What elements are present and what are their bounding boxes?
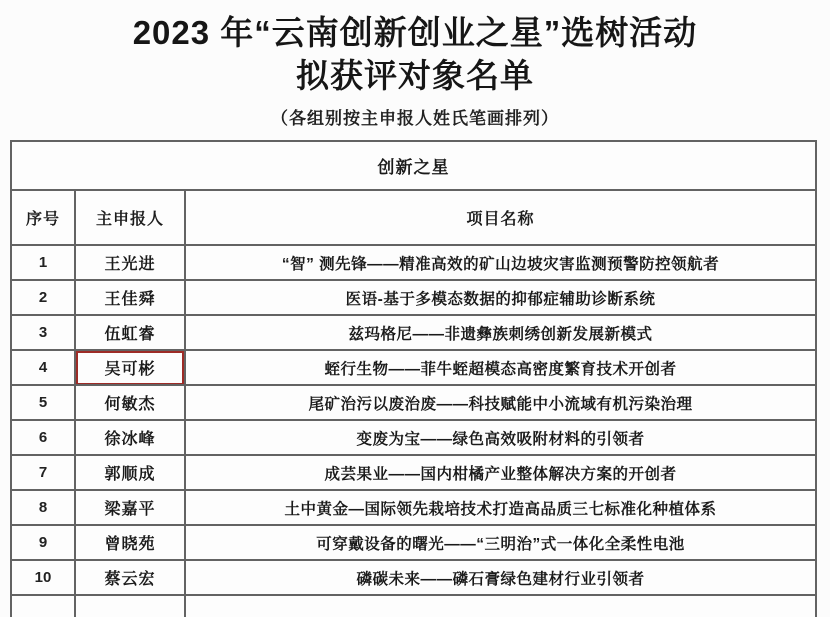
col-header-name: 主申报人 bbox=[75, 190, 185, 245]
table-row bbox=[11, 420, 816, 455]
cell-no: 5 bbox=[11, 385, 75, 420]
cell-no: 9 bbox=[11, 525, 75, 560]
cell-project: 可穿戴设备的曙光——“三明治”式一体化全柔性电池 bbox=[185, 525, 816, 560]
column-header-row bbox=[11, 190, 816, 245]
cell-name: 蔡云宏 bbox=[75, 560, 185, 595]
table-row bbox=[11, 490, 816, 525]
cell-name: 王光进 bbox=[75, 245, 185, 280]
awards-table bbox=[10, 140, 817, 617]
cell-project: “智” 测先锋——精准高效的矿山边坡灾害监测预警防控领航者 bbox=[185, 245, 816, 280]
col-header-no: 序号 bbox=[11, 190, 75, 245]
cell-project: 磷碳未来——磷石膏绿色建材行业引领者 bbox=[185, 560, 816, 595]
cell-project: 尾矿治污以废治废——科技赋能中小流域有机污染治理 bbox=[185, 385, 816, 420]
cell-no bbox=[11, 595, 75, 617]
cell-name: 梁嘉平 bbox=[75, 490, 185, 525]
table-row bbox=[11, 455, 816, 490]
group-header-cell: 创新之星 bbox=[11, 141, 816, 190]
cell-project: 医语-基于多模态数据的抑郁症辅助诊断系统 bbox=[185, 280, 816, 315]
cell-project: 蛭行生物——菲牛蛭超模态高密度繁育技术开创者 bbox=[185, 350, 816, 385]
cell-no: 8 bbox=[11, 490, 75, 525]
table-row bbox=[11, 560, 816, 595]
cell-project: 变废为宝——绿色高效吸附材料的引领者 bbox=[185, 420, 816, 455]
cell-name-highlighted bbox=[75, 350, 185, 385]
table-row bbox=[11, 245, 816, 280]
cell-name: 曾晓苑 bbox=[75, 525, 185, 560]
cell-no: 3 bbox=[11, 315, 75, 350]
table-row bbox=[11, 385, 816, 420]
cell-name: 王佳舜 bbox=[75, 280, 185, 315]
highlighted-name: 吴可彬 bbox=[104, 361, 156, 378]
page-subtitle: （各组别按主申报人姓氏笔画排列） bbox=[271, 109, 559, 128]
group-header-row bbox=[11, 141, 816, 190]
cell-no: 4 bbox=[11, 350, 75, 385]
cell-no: 10 bbox=[11, 560, 75, 595]
cell-project: 成芸果业——国内柑橘产业整体解决方案的开创者 bbox=[185, 455, 816, 490]
cell-name bbox=[75, 595, 185, 617]
cell-project: 兹玛格尼——非遗彝族刺绣创新发展新模式 bbox=[185, 315, 816, 350]
cell-name: 何敏杰 bbox=[75, 385, 185, 420]
cell-no: 7 bbox=[11, 455, 75, 490]
table-row-partial bbox=[11, 595, 816, 617]
table-row-highlighted bbox=[11, 350, 816, 385]
col-header-project: 项目名称 bbox=[185, 190, 816, 245]
cell-project: 土中黄金—国际领先栽培技术打造高品质三七标准化种植体系 bbox=[185, 490, 816, 525]
cell-name: 郭顺成 bbox=[75, 455, 185, 490]
page-title-line2: 拟获评对象名单 bbox=[296, 57, 534, 94]
cell-no: 1 bbox=[11, 245, 75, 280]
page-title-line1: 2023 年“云南创新创业之星”选树活动 bbox=[132, 14, 698, 51]
cell-no: 2 bbox=[11, 280, 75, 315]
table-row bbox=[11, 525, 816, 560]
title-block bbox=[0, 0, 830, 129]
table-row bbox=[11, 315, 816, 350]
cell-name: 徐冰峰 bbox=[75, 420, 185, 455]
cell-name: 伍虹睿 bbox=[75, 315, 185, 350]
table-row bbox=[11, 280, 816, 315]
cell-no: 6 bbox=[11, 420, 75, 455]
cell-project bbox=[185, 595, 816, 617]
